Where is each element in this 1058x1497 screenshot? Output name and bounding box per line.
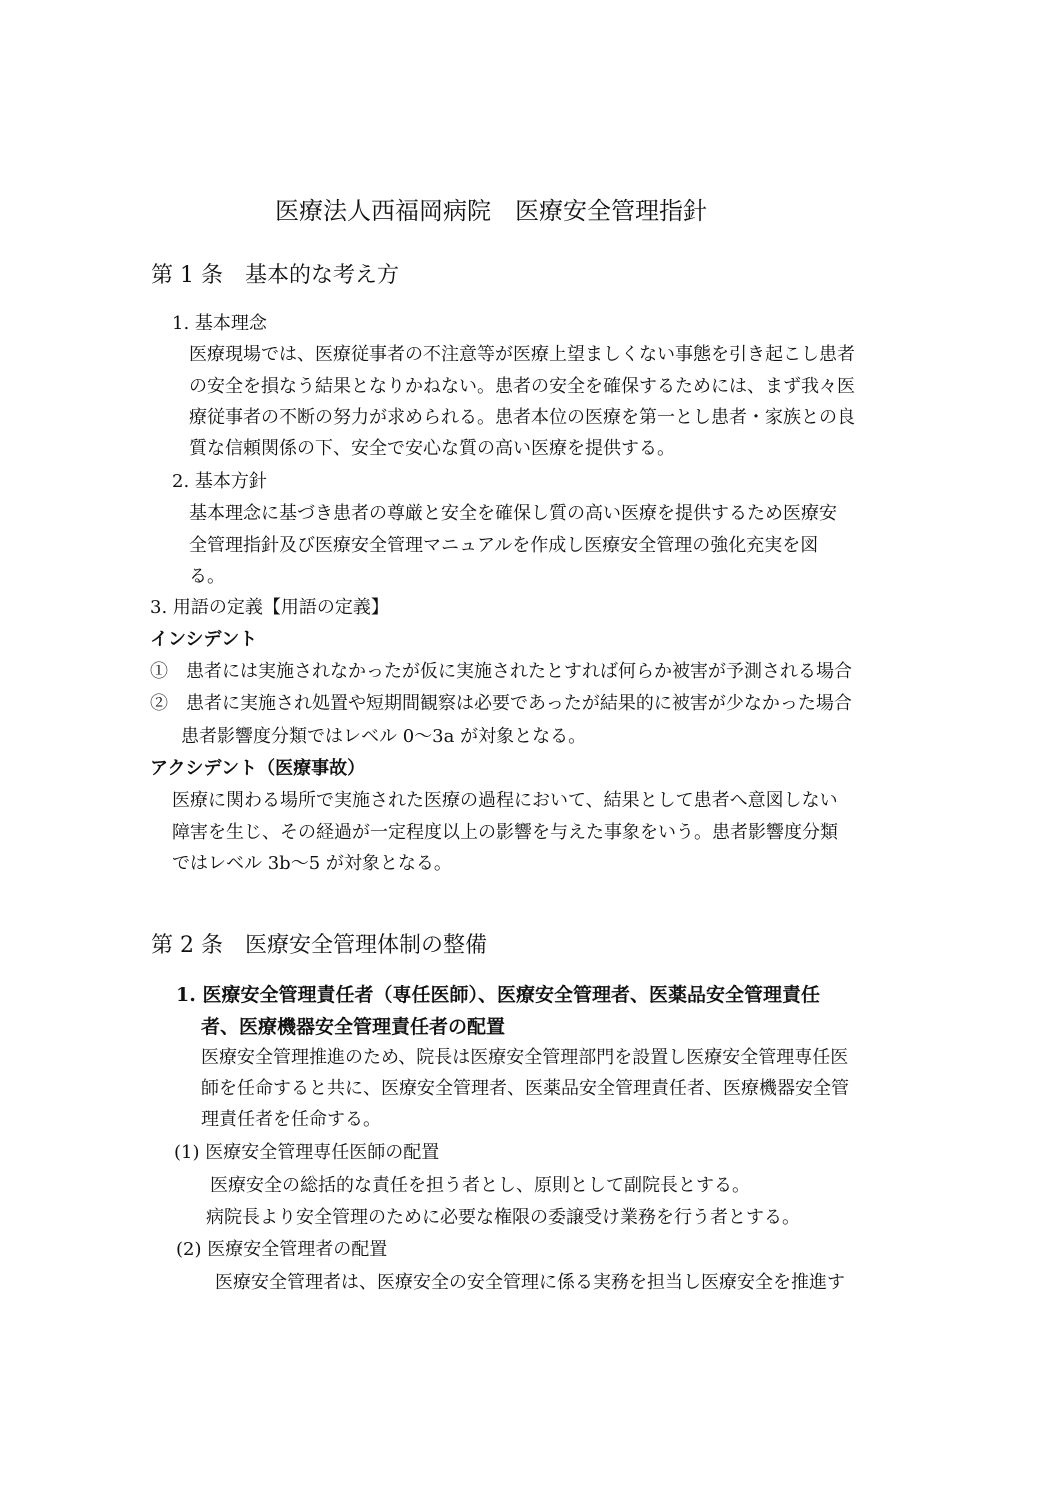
paragraph-line: 医療安全管理推進のため、院長は医療安全管理部門を設置し医療安全管理専任医 <box>201 1047 849 1068</box>
paragraph-line: 基本理念に基づき患者の尊厳と安全を確保し質の高い医療を提供するため医療安 <box>189 503 837 524</box>
paragraph-line: 師を任命すると共に、医療安全管理者、医薬品安全管理責任者、医療機器安全管 <box>201 1078 849 1099</box>
paragraph-line: 障害を生じ、その経過が一定程度以上の影響を与えた事象をいう。患者影響度分類 <box>172 822 838 843</box>
paragraph-line: 医療安全の総括的な責任を担う者とし、原則として副院長とする。 <box>210 1175 750 1196</box>
paragraph-line: ではレベル 3b～5 が対象となる。 <box>172 853 452 874</box>
paragraph-line: 全管理指針及び医療安全管理マニュアルを作成し医療安全管理の強化充実を図 <box>189 535 819 556</box>
paragraph-line: 医療現場では、医療従事者の不注意等が医療上望ましくない事態を引き起こし患者 <box>189 344 855 365</box>
section-basic-policy-heading: 2. 基本方針 <box>172 471 267 492</box>
article-1-heading: 第 1 条 基本的な考え方 <box>151 263 399 288</box>
paragraph-line: 理責任者を任命する。 <box>201 1109 381 1130</box>
paragraph-line: 質な信頼関係の下、安全で安心な質の高い医療を提供する。 <box>189 438 675 459</box>
section-officers-heading-line: 1. 医療安全管理責任者（専任医師）、医療安全管理者、医薬品安全管理責任 <box>176 984 820 1006</box>
paragraph-line: 医療に関わる場所で実施された医療の過程において、結果として患者へ意図しない <box>172 790 838 811</box>
paragraph-line: 医療安全管理者は、医療安全の安全管理に係る実務を担当し医療安全を推進す <box>215 1272 845 1293</box>
paragraph-line: 病院長より安全管理のために必要な権限の委譲受け業務を行う者とする。 <box>206 1207 800 1228</box>
article-2-heading: 第 2 条 医療安全管理体制の整備 <box>151 933 487 958</box>
section-basic-philosophy-heading: 1. 基本理念 <box>172 313 267 334</box>
paragraph-line: の安全を損なう結果となりかねない。患者の安全を確保するためには、まず我々医 <box>189 376 855 397</box>
incident-heading: インシデント <box>150 629 258 650</box>
subsection-1-heading: (1) 医療安全管理専任医師の配置 <box>174 1142 440 1163</box>
document-title: 医療法人西福岡病院 医療安全管理指針 <box>275 197 707 225</box>
incident-item-2: ② 患者に実施され処置や短期間観察は必要であったが結果的に被害が少なかった場合 <box>150 693 852 714</box>
section-officers-heading-line: 者、医療機器安全管理責任者の配置 <box>201 1016 506 1038</box>
paragraph-line: 療従事者の不断の努力が求められる。患者本位の医療を第一とし患者・家族との良 <box>189 407 855 428</box>
paragraph-line: る。 <box>189 566 225 587</box>
subsection-2-heading: (2) 医療安全管理者の配置 <box>176 1239 388 1260</box>
accident-heading: アクシデント（医療事故） <box>150 758 366 779</box>
incident-note: 患者影響度分類ではレベル 0～3a が対象となる。 <box>181 726 587 747</box>
section-terms-heading: 3. 用語の定義【用語の定義】 <box>150 597 389 618</box>
incident-item-1: ① 患者には実施されなかったが仮に実施されたとすれば何らか被害が予測される場合 <box>150 661 852 682</box>
